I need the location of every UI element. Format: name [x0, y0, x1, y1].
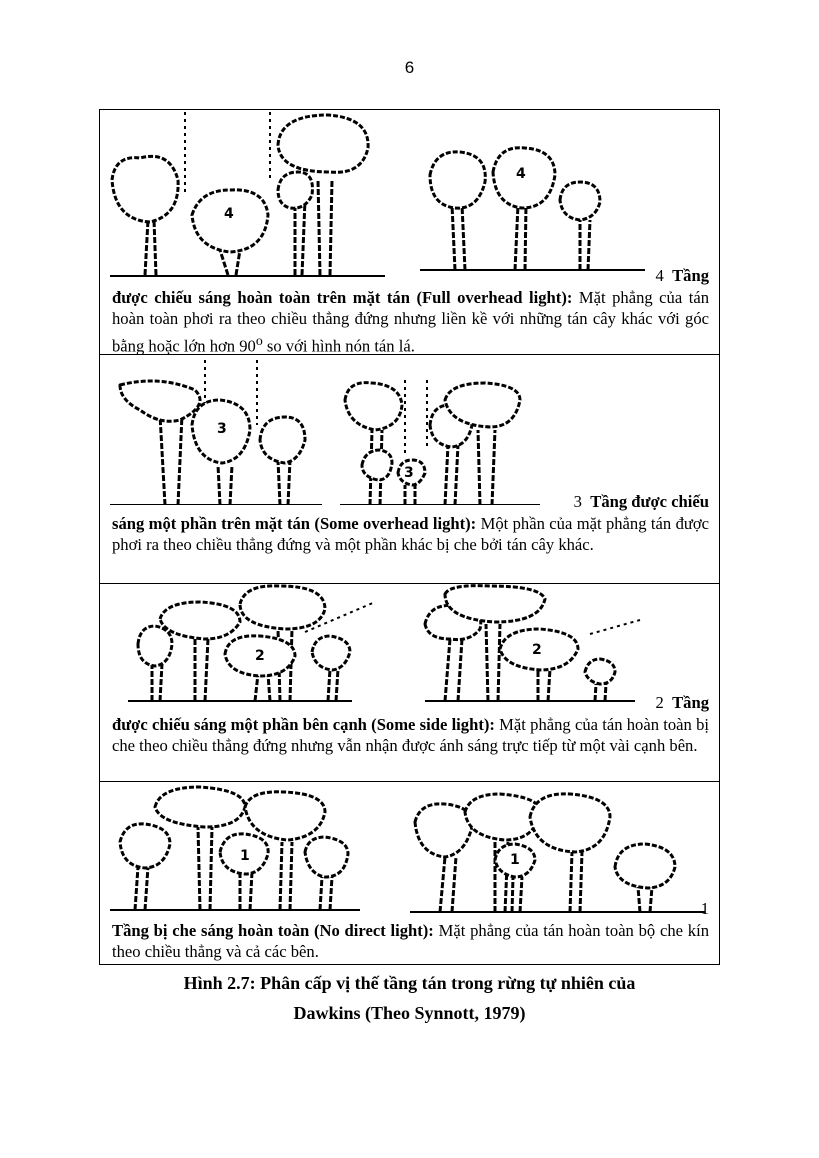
panel-level-3	[100, 355, 719, 584]
level-title-1: Tầng bị che sáng hoàn toàn (No direct light):	[112, 920, 434, 940]
level-title-2: được chiếu sáng một phần bên cạnh (Some side light):	[112, 714, 495, 734]
panel-level-4	[100, 110, 719, 355]
level-desc-1: Mặt phẳng của tán hoàn toàn bộ che kín theo chiều thẳng và cả các bên.	[112, 920, 709, 961]
svg-text:4: 4	[224, 206, 234, 222]
svg-text:1: 1	[510, 852, 520, 868]
panel-level-2	[100, 584, 719, 782]
level-label-2: 2 Tầng	[655, 693, 709, 712]
canopy-illustration-3	[100, 355, 719, 505]
svg-text:2: 2	[255, 648, 265, 664]
svg-text:3: 3	[404, 465, 414, 481]
canopy-illustration-2	[100, 584, 719, 709]
level-label-1: 1	[700, 899, 709, 918]
level-label-3: 3 Tầng được chiếu	[573, 492, 709, 511]
panel-level-1	[100, 782, 719, 964]
level-title-3: sáng một phần trên mặt tán (Some overhead light):	[112, 513, 477, 533]
figure-table	[99, 109, 720, 965]
level-desc-4: Mặt phẳng của tán hoàn toàn phơi ra theo chiều thẳng đứng nhưng liền kề với những tán cây khác với góc bằng hoặc lớn hơn 90	[112, 287, 709, 356]
svg-text:2: 2	[532, 642, 542, 658]
panel-caption-2	[112, 692, 709, 757]
figure-caption: Hình 2.7: Phân cấp vị thế tầng tán trong rừng tự nhiên của Dawkins (Theo Synnott, 1979)	[183, 973, 636, 1023]
canopy-illustration-1	[100, 782, 719, 917]
panel-caption-3	[112, 491, 709, 556]
level-desc-2: Mặt phẳng của tán hoàn toàn bị che theo chiều thẳng đứng nhưng vẫn nhận được ánh sáng trực tiếp từ một vài cạnh bên.	[112, 714, 709, 755]
svg-text:1: 1	[240, 848, 250, 864]
level-title-4: được chiếu sáng hoàn toàn trên mặt tán (Full overhead light):	[112, 287, 573, 307]
canopy-illustration-4	[100, 110, 719, 285]
level-desc-3: Một phần của mặt phẳng tán được phơi ra theo chiều thẳng đứng và một phần khác bị che bởi tán cây khác.	[112, 513, 709, 554]
panel-caption-1	[112, 898, 709, 963]
svg-text:4: 4	[516, 166, 526, 182]
page-number: 6	[404, 58, 415, 77]
level-label-4: 4 Tầng	[655, 266, 709, 285]
svg-text:3: 3	[217, 421, 227, 437]
panel-caption-4: 4 Tầng được chiếu sáng hoàn toàn trên mặt tán (Full overhead light): Mặt phẳng của tán hoàn toàn phơi ra theo chiều thẳng đứng nhưng liền kề với những tán cây khác với góc bằng hoặc lớn hơn 90$^o$ so với hình nón tán lá.	[112, 266, 709, 356]
